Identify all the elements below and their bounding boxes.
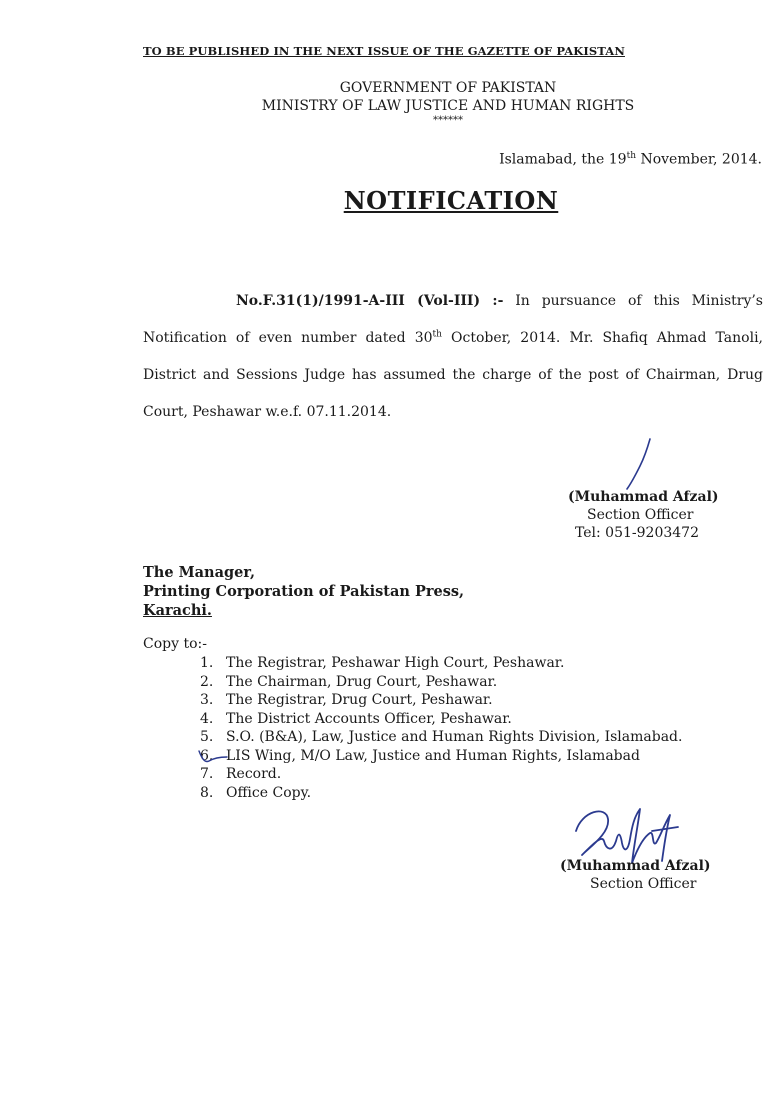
addressee-line-3: Karachi. <box>143 602 212 619</box>
list-item <box>200 710 682 729</box>
list-item-number: 1. <box>200 655 214 671</box>
addressee-block <box>143 563 464 620</box>
gazette-notice: TO BE PUBLISHED IN THE NEXT ISSUE OF THE GAZETTE OF PAKISTAN <box>143 44 625 58</box>
handwritten-tick-mark <box>196 743 230 769</box>
copy-to-list <box>200 654 682 802</box>
list-item <box>200 728 682 747</box>
list-item <box>200 765 682 784</box>
list-item <box>200 784 682 803</box>
dateline <box>499 151 762 168</box>
body-text-1: In pursuance of this Ministry’s Notification of even number dated 30 <box>143 293 763 346</box>
government-heading: GOVERNMENT OF PAKISTAN <box>339 80 557 96</box>
list-item-number: 3. <box>200 692 214 708</box>
list-item <box>200 691 682 710</box>
signature-initial-mark <box>618 436 658 492</box>
list-item-text: The Registrar, Peshawar High Court, Peshawar. <box>226 655 565 671</box>
list-item <box>200 654 682 673</box>
dateline-suffix: November, 2014. <box>636 151 762 168</box>
document-title: NOTIFICATION <box>343 186 559 215</box>
body-superscript: th <box>432 329 442 340</box>
header-separator: ****** <box>433 115 463 126</box>
list-item-number: 5. <box>200 729 214 745</box>
list-item-text: S.O. (B&A), Law, Justice and Human Rights Division, Islamabad. <box>226 729 683 745</box>
list-item <box>200 747 682 766</box>
list-item-number: 2. <box>200 673 214 690</box>
list-item-number: 8. <box>200 784 214 801</box>
dateline-superscript: th <box>626 151 637 161</box>
signatory-name: (Muhammad Afzal) <box>568 489 719 505</box>
list-item-number: 4. <box>200 710 214 727</box>
list-item-text: LIS Wing, M/O Law, Justice and Human Rights, Islamabad <box>226 747 640 764</box>
notification-body <box>143 283 763 431</box>
list-item-text: The Chairman, Drug Court, Peshawar. <box>226 673 498 690</box>
signatory-designation: Section Officer <box>587 507 694 523</box>
list-item-text: The District Accounts Officer, Peshawar. <box>226 710 512 727</box>
list-item-text: The Registrar, Drug Court, Peshawar. <box>226 692 493 708</box>
body-text-2: October, 2014. Mr. Shafiq Ahmad Tanoli, District and Sessions Judge has assumed the charge of the post of Chairman, Drug Court, Peshawar w.e.f. 07.11.2014. <box>143 330 763 420</box>
list-item-text: Record. <box>226 766 282 782</box>
signatory-telephone: Tel: 051-9203472 <box>575 525 699 541</box>
signatory-name-2: (Muhammad Afzal) <box>560 858 711 874</box>
list-item <box>200 673 682 692</box>
copy-to-label: Copy to:- <box>143 636 207 652</box>
signatory-designation-2: Section Officer <box>590 876 697 892</box>
list-item-text: Office Copy. <box>226 784 312 801</box>
ministry-heading: MINISTRY OF LAW JUSTICE AND HUMAN RIGHTS <box>261 98 635 114</box>
addressee-line-2: Printing Corporation of Pakistan Press, <box>143 583 465 600</box>
list-item-number: 6. <box>200 747 214 764</box>
dateline-prefix: Islamabad, the 19 <box>499 151 627 168</box>
addressee-line-1: The Manager, <box>143 564 255 581</box>
notification-reference: No.F.31(1)/1991-A-III (Vol-III) :- <box>236 293 504 309</box>
list-item-number: 7. <box>200 766 214 782</box>
